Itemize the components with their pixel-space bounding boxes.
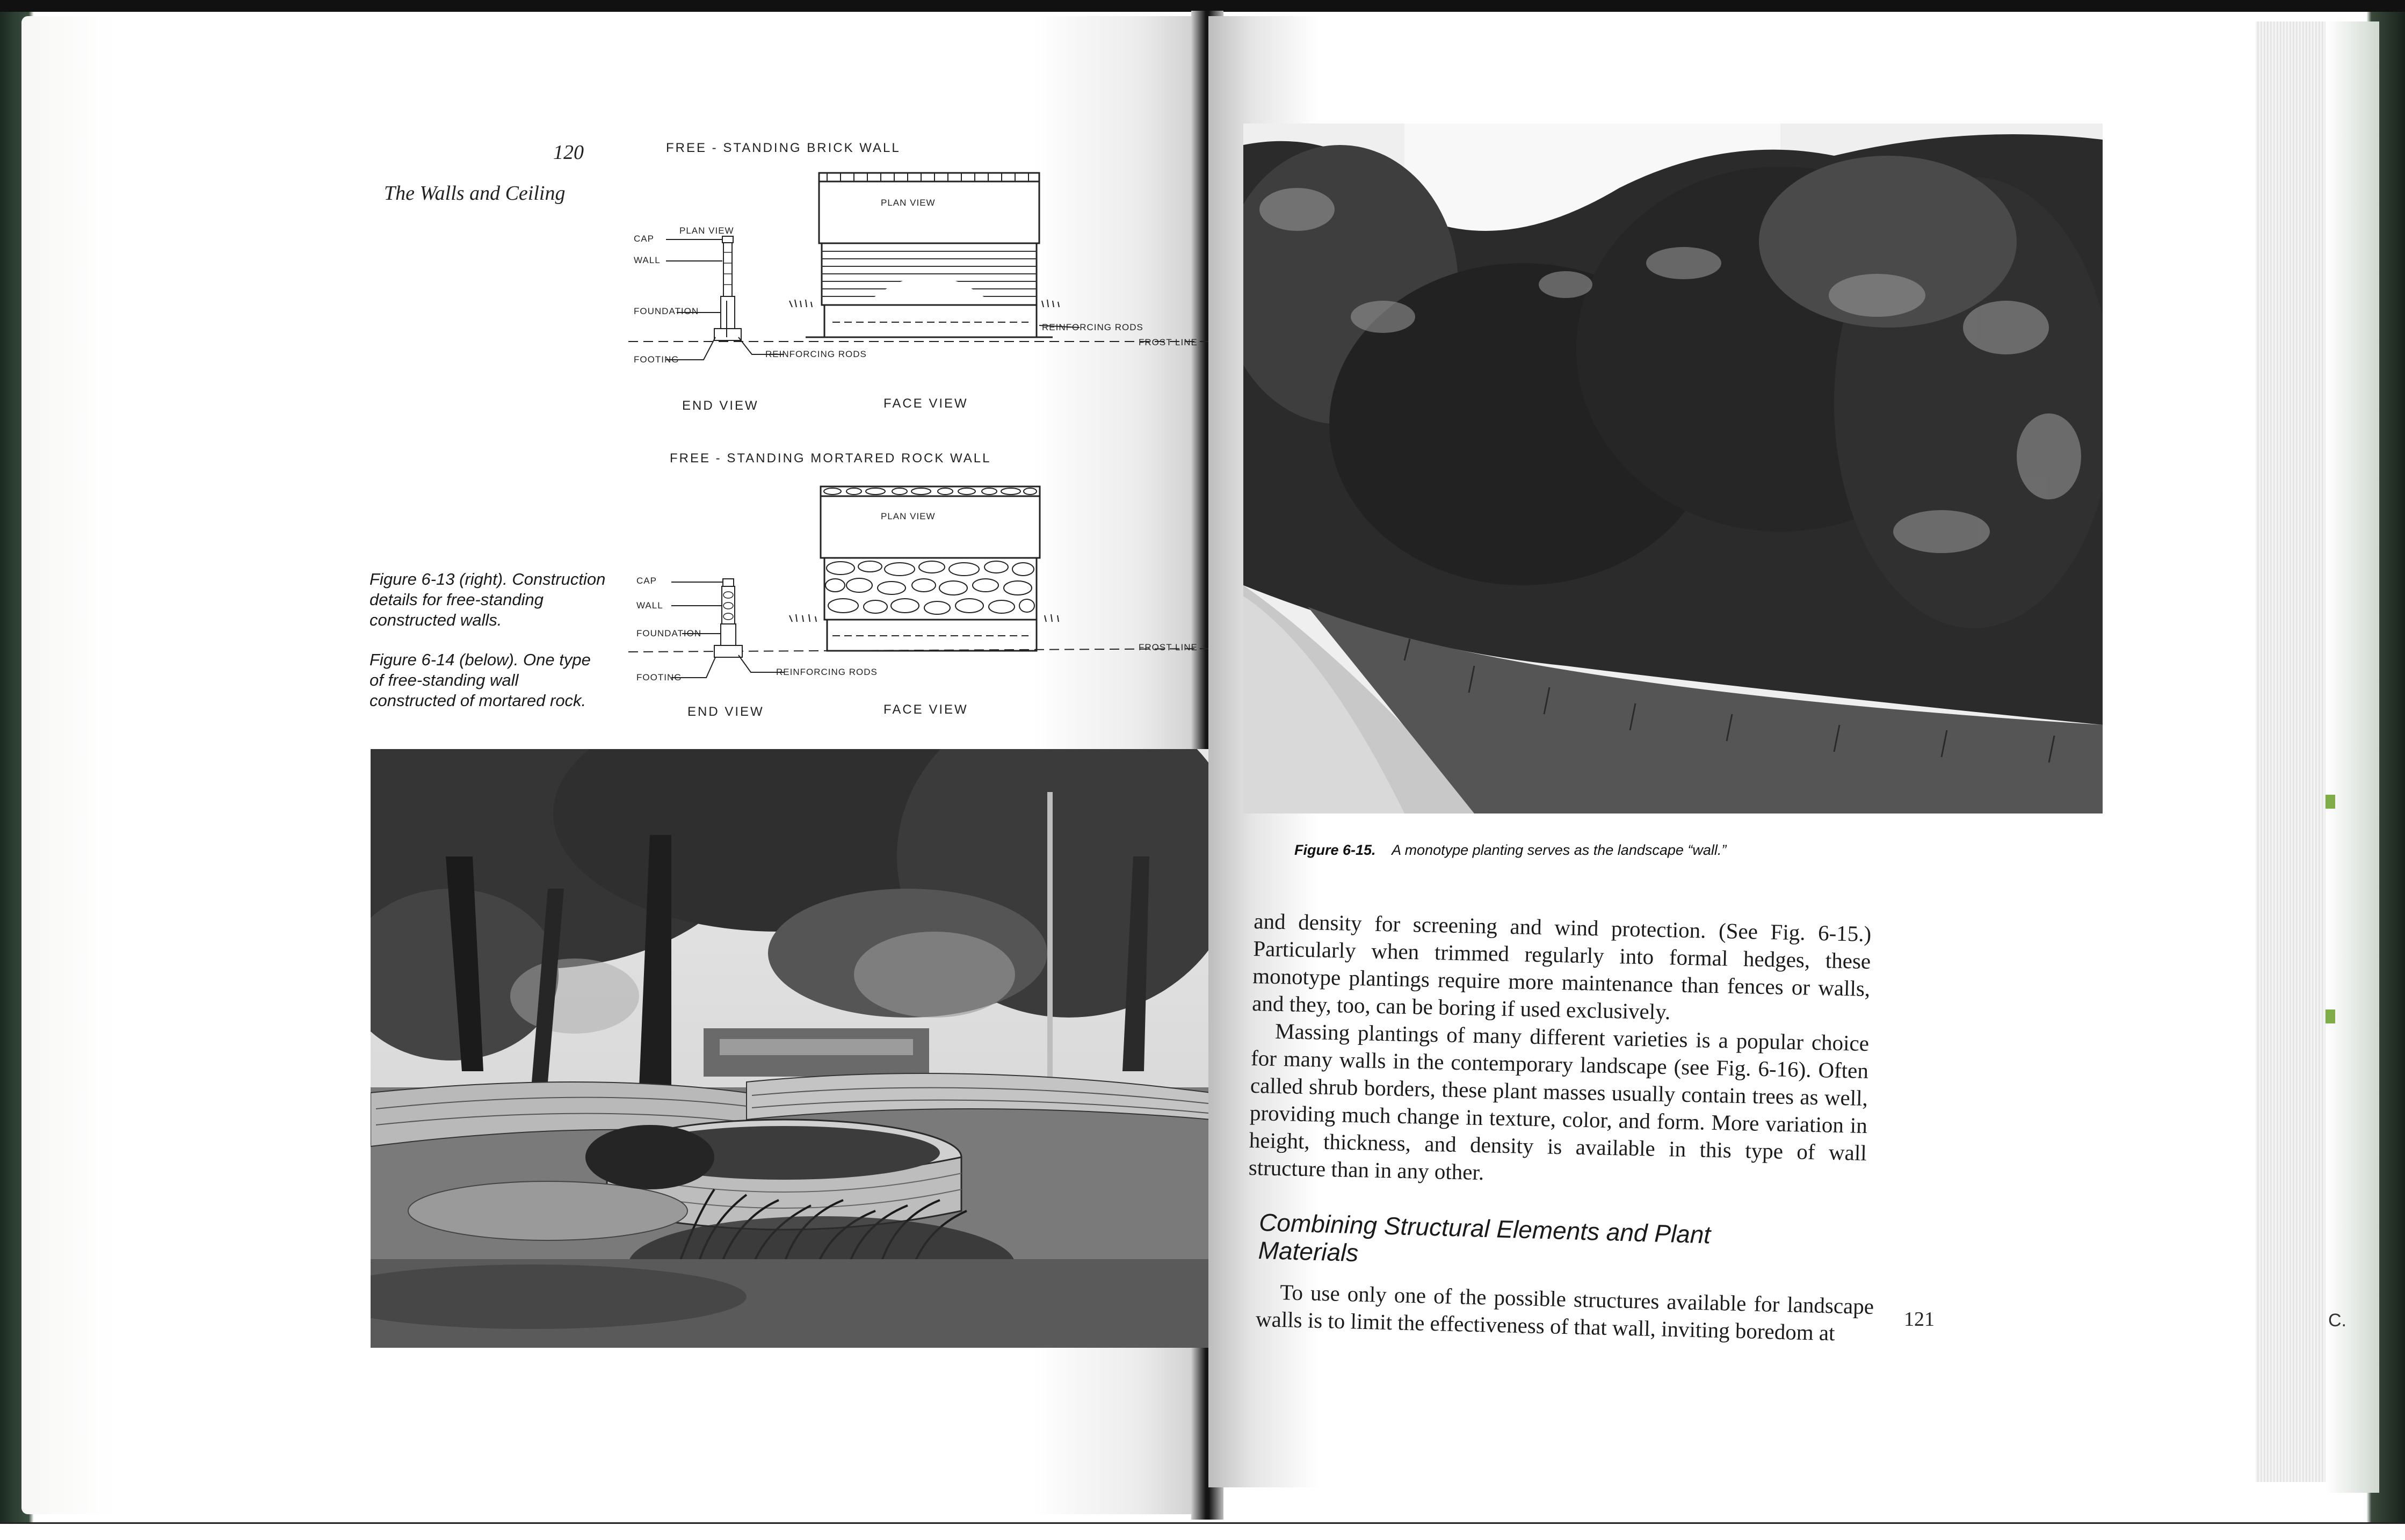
- figure-6-13-caption: Figure 6-13 (right). Construction details for free-standing constructed walls.: [370, 570, 606, 629]
- brick-foundation-label: FOUNDATION: [634, 306, 699, 316]
- rock-footing-label: FOOTING: [636, 672, 682, 682]
- brick-plan-view-label-box: PLAN VIEW: [881, 198, 936, 208]
- brick-face-view-label: FACE VIEW: [883, 396, 968, 411]
- brick-cap-label: CAP: [634, 234, 654, 244]
- rock-wall-diagram: [628, 478, 1214, 693]
- brick-reinforcing-rods-right-label: REINFORCING RODS: [1042, 322, 1143, 332]
- rock-frost-line-label: FROST LINE: [1139, 642, 1198, 652]
- figure-6-15-label: Figure 6-15.: [1294, 842, 1376, 858]
- page-number-right: 121: [1904, 1308, 1935, 1331]
- rock-wall-label: WALL: [636, 600, 663, 611]
- rock-wall-title: FREE - STANDING MORTARED ROCK WALL: [670, 451, 991, 466]
- closing-paragraph: To use only one of the possible structures available for landscape walls is to limit the effectiveness of that wall, inviting boredom at: [1255, 1280, 1874, 1346]
- brick-reinforcing-rods-label: REINFORCING RODS: [765, 349, 867, 359]
- brick-footing-label: FOOTING: [634, 354, 679, 365]
- rock-plan-view-label: PLAN VIEW: [881, 511, 936, 521]
- running-head: The Walls and Ceiling: [384, 182, 566, 205]
- body-text-block: [1248, 907, 1871, 1194]
- page-edges: [2256, 21, 2326, 1482]
- brick-frost-line-label: FROST LINE: [1139, 337, 1198, 347]
- brick-wall-label: WALL: [634, 255, 661, 265]
- paragraph: and density for screening and wind protection. (See Fig. 6-15.) Particularly when trimmed regularly into formal hedges, these monotype plantings require more maintenance than fences or walls, and they, too, can be boring if used exclusively.: [1251, 908, 1872, 1025]
- section-heading: Combining Structural Elements and Plant Materials: [1258, 1208, 1711, 1267]
- scan-bottom-edge: [0, 1522, 2405, 1540]
- scan-top-edge: [0, 0, 2405, 12]
- paragraph: Massing plantings of many different varieties is a popular choice for many walls in the contemporary landscape (see Fig. 6-16). Often called shrub borders, these plant masses usually contain trees as well, providing much change in texture, color, and form. More variation in height, thickness, and density is available in this type of wall structure than in any other.: [1248, 1018, 1870, 1185]
- figure-6-15-caption-text: A monotype planting serves as the landscape “wall.”: [1392, 842, 1727, 858]
- cover-edge-text: C.: [2328, 1310, 2346, 1331]
- figure-6-15-photo: [1243, 124, 2103, 813]
- brick-wall-title: FREE - STANDING BRICK WALL: [666, 141, 901, 155]
- brick-end-view-label: END VIEW: [682, 398, 759, 413]
- figure-6-15-caption: [1294, 842, 1726, 859]
- brick-plan-view-label: PLAN VIEW: [679, 226, 734, 236]
- rock-face-view-label: FACE VIEW: [883, 702, 968, 717]
- cover-green-mark: [2326, 1009, 2335, 1023]
- cover-green-mark: [2326, 795, 2335, 809]
- book-cover-edge: [2326, 21, 2379, 1493]
- figure-6-14-caption: Figure 6-14 (below). One type of free-standing wall constructed of mortared rock.: [370, 650, 591, 710]
- page-number-left: 120: [553, 141, 584, 164]
- rock-foundation-label: FOUNDATION: [636, 628, 702, 638]
- figure-6-14-photo: [371, 749, 1211, 1348]
- rock-end-view-label: END VIEW: [687, 704, 764, 719]
- rock-cap-label: CAP: [636, 576, 657, 586]
- rock-reinforcing-rods-label: REINFORCING RODS: [776, 667, 878, 677]
